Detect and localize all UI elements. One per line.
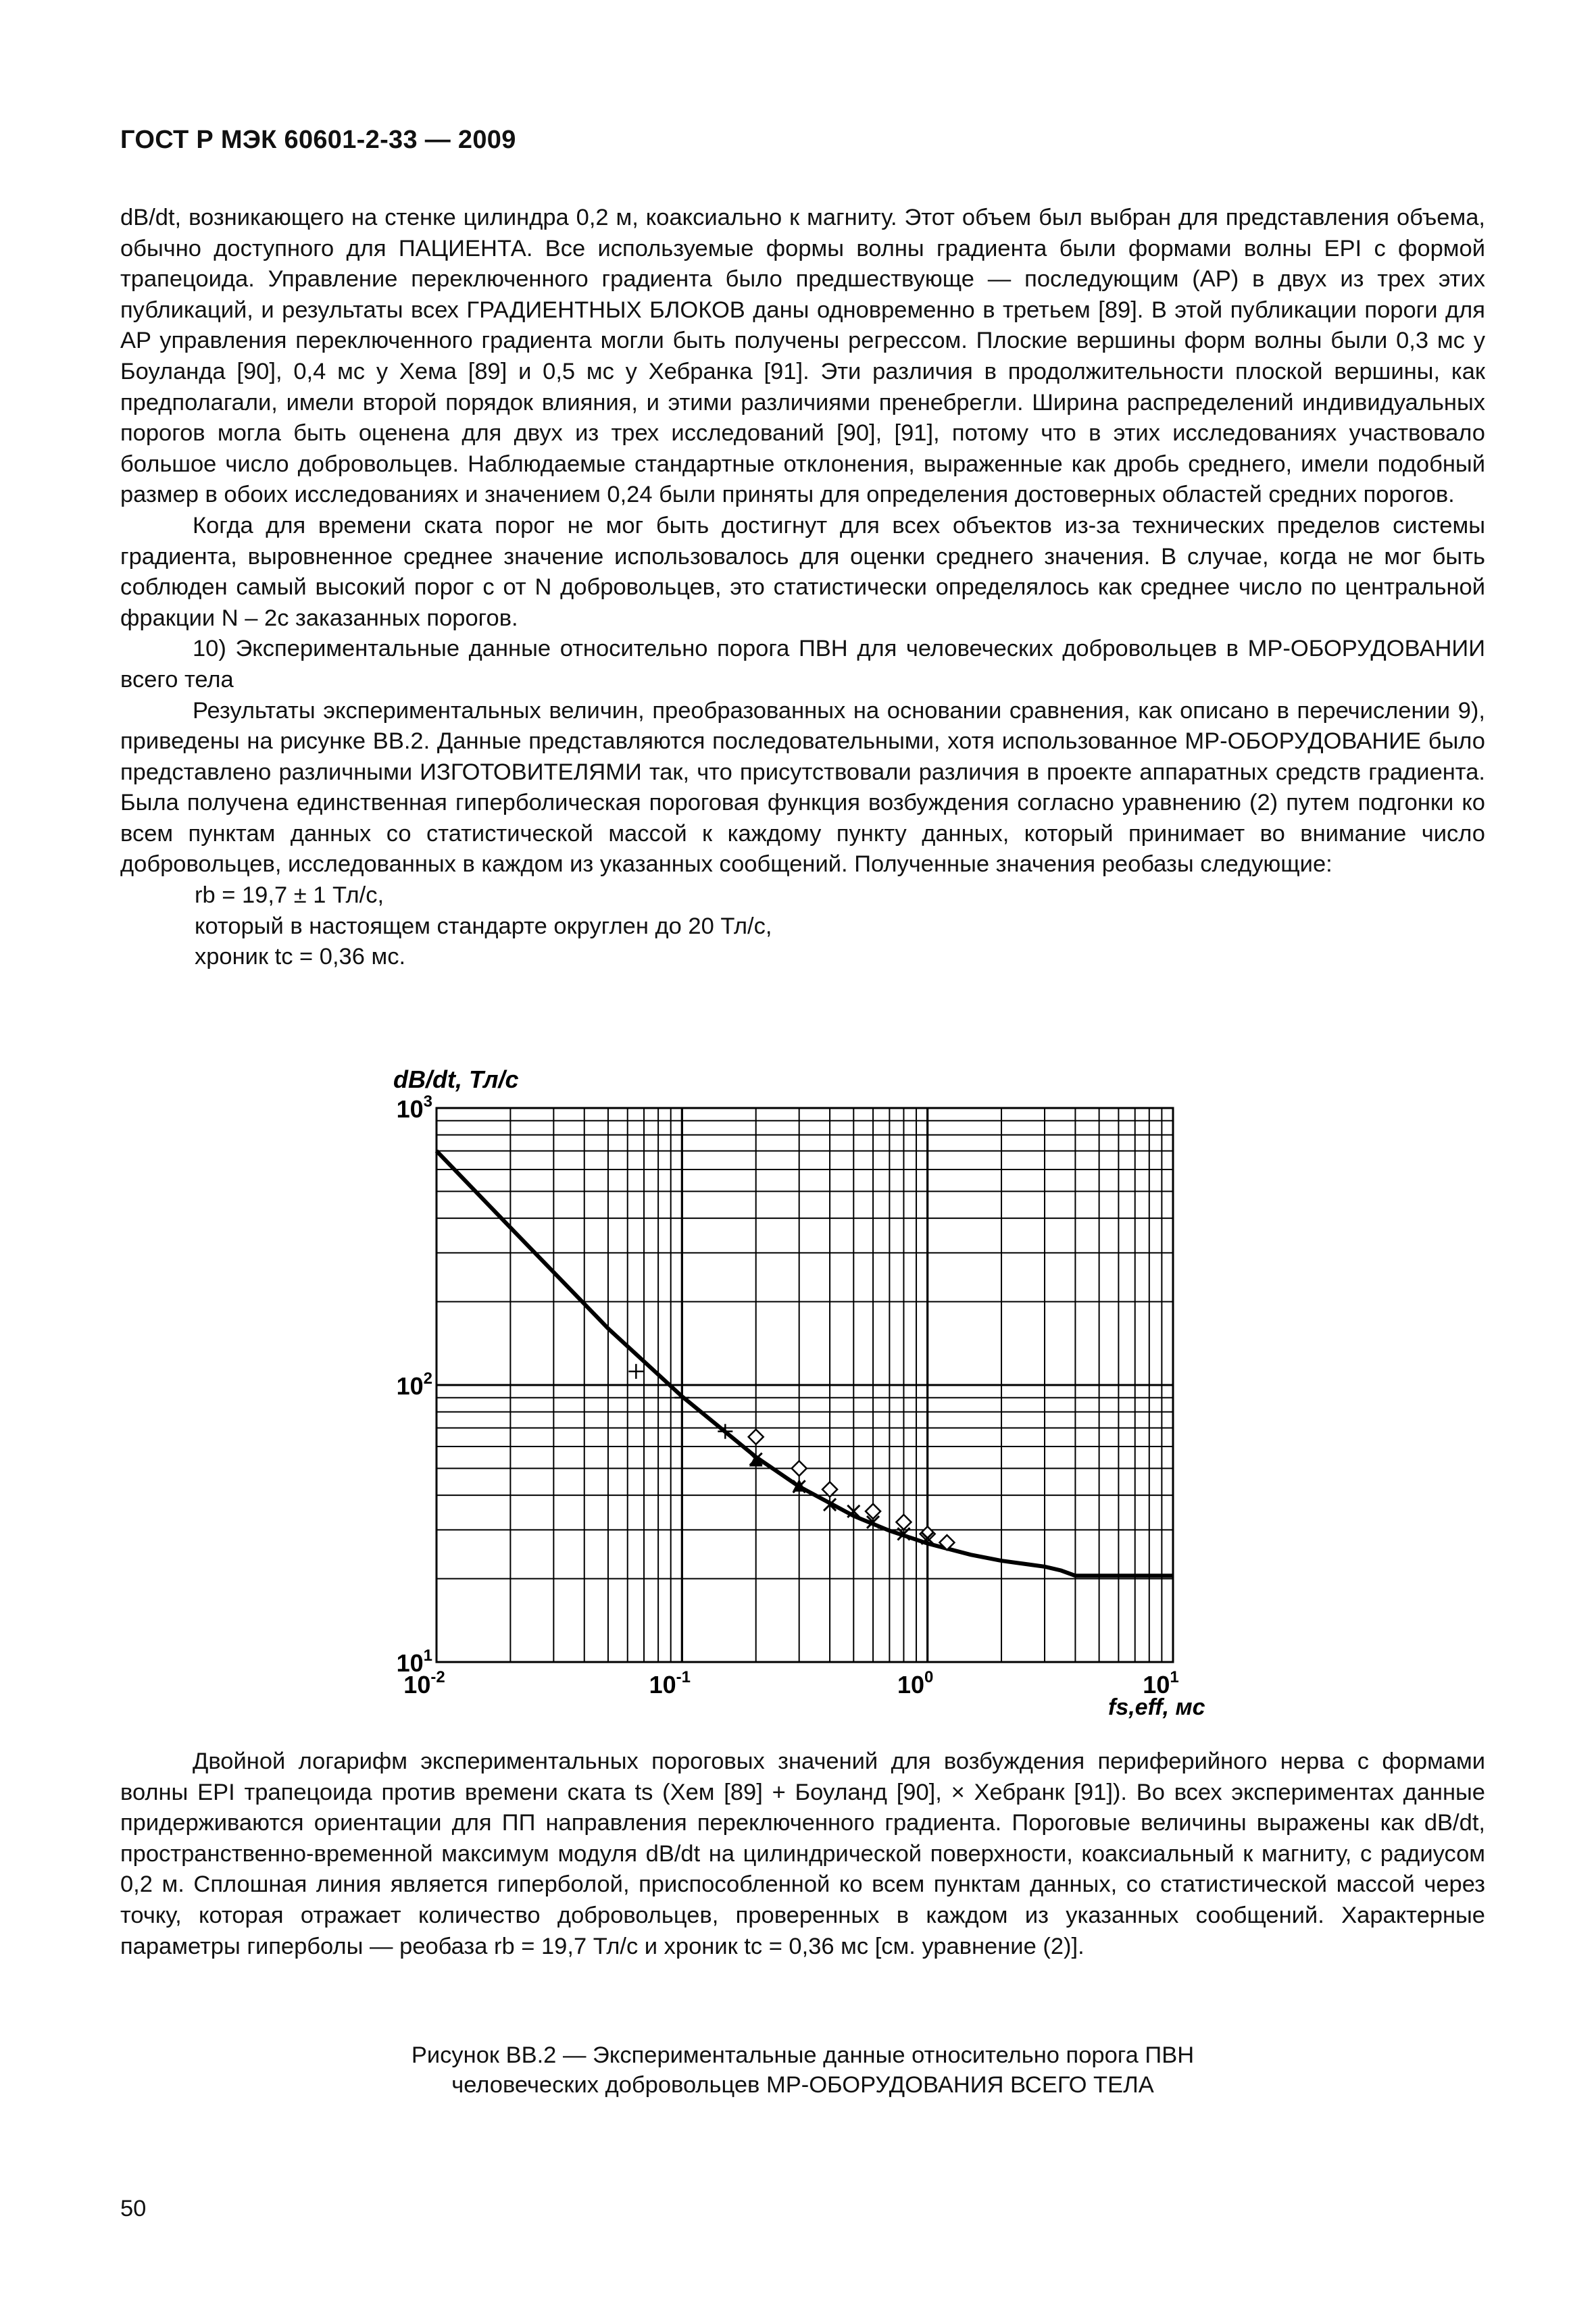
- y-tick-label: $10^1$: [396, 1646, 432, 1677]
- paragraph-1: dB/dt, возникающего на стенке цилиндра 0,2 м, коаксиально к магниту. Этот объем был выбран для представления объема, обычно доступного для ПАЦИЕНТА. Все используемые формы волны градиента были формами волны EPI с формой трапецоида. Управление переключенного градиента было предшествующе — последующим (AP) в двух из трех этих публикаций, и результаты всех ГРАДИЕНТНЫХ БЛОКОВ даны одновременно в третьем [89]. В этой публикации пороги для AP управления переключенного градиента могли быть получены регрессом. Плоские вершины форм волны были 0,3 мс у Боуланда [90], 0,4 мс у Хема [89] и 0,5 мс у Хебранка [91]. Эти различия в продолжительности плоской вершины, как предполагали, имели второй порядок влияния, и этими различиями пренебрегли. Ширина распределений индивидуальных порогов могла быть оценена для двух из трех исследований [90], [91], потому что в этих исследованиях участвовало большое число добровольцев. Наблюдаемые стандартные отклонения, выраженные как дробь среднего, имели подобный размер в обоих исследованиях и значением 0,24 были приняты для определения достоверных областей средних порогов.: [120, 205, 1485, 508]
- data-point-diamond: [792, 1461, 807, 1476]
- threshold-chart: [378, 1054, 1297, 1736]
- paragraph-4: Результаты экспериментальных величин, преобразованных на основании сравнения, как описано в перечислении 9), приведены на рисунке ВВ.2. Данные представляются последовательными, хотя использованное МР-ОБОРУДОВАНИЕ было представлено различными ИЗГОТОВИТЕЛЯМИ так, что присутствовали различия в проекте аппаратных средств градиента. Была получена единственная гиперболическая пороговая функция возбуждения согласно уравнению (2) путем подгонки ко всем пунктам данных со статистической массой к каждому пункту данных, который принимает во внимание число добровольцев, исследованных в каждом из указанных сообщений. Полученные значения реобазы следующие:: [120, 697, 1485, 878]
- rounded-line: который в настоящем стандарте округлен до 20 Тл/с,: [195, 913, 772, 939]
- paragraph-3: 10) Экспериментальные данные относительно порога ПВН для человеческих добровольцев в МР-ОБОРУДОВАНИИ всего тела: [120, 636, 1485, 693]
- rheobase-line: rb = 19,7 ± 1 Тл/с,: [195, 882, 384, 909]
- paragraph-2: Когда для времени ската порог не мог быть достигнут для всех объектов из-за технических пределов системы градиента, выровненное среднее значение использовалось для оценки среднего значения. В случае, когда не мог быть соблюден самый высокий порог c от N добровольцев, это статистически определялось как среднее число по центральной фракции N – 2c заказанных порогов.: [120, 512, 1485, 631]
- y-axis-label: dB/dt, Тл/с: [393, 1065, 519, 1093]
- x-axis-label: fs,eff, мс: [1108, 1694, 1205, 1720]
- body-text: [120, 203, 1485, 973]
- figure-title-line-2: человеческих добровольцев МР-ОБОРУДОВАНИЯ ВСЕГО ТЕЛА: [451, 2072, 1154, 2098]
- data-point-diamond: [749, 1430, 764, 1444]
- y-tick-label: $10^3$: [396, 1092, 432, 1123]
- figure-title-line-1: Рисунок ВВ.2 — Экспериментальные данные относительно порога ПВН: [411, 2042, 1195, 2068]
- page-number: 50: [120, 2196, 147, 2221]
- x-tick-label: $10^1$: [1143, 1668, 1179, 1699]
- tick-labels: [397, 1092, 1179, 1699]
- x-tick-label: $10^0$: [897, 1668, 934, 1699]
- hyperbola-curve: [437, 1151, 1173, 1576]
- document-header: ГОСТ Р МЭК 60601-2-33 — 2009: [120, 126, 516, 154]
- chart-grid: [437, 1108, 1173, 1662]
- x-tick-label: $10^{-2}$: [403, 1668, 445, 1699]
- data-point-+: [628, 1364, 643, 1379]
- chronaxie-line: хроник tc = 0,36 мс.: [195, 944, 406, 970]
- x-tick-label: $10^{-1}$: [649, 1668, 691, 1699]
- figure-title: [120, 2040, 1485, 2100]
- data-point-diamond: [896, 1515, 911, 1530]
- y-tick-label: $10^2$: [396, 1369, 432, 1400]
- figure-caption-text: [120, 1746, 1485, 1962]
- caption-paragraph: Двойной логарифм экспериментальных пороговых значений для возбуждения периферийного нерва с формами волны EPI трапецоида против времени ската ts (Хем [89] + Боуланд [90], × Хебранк [91]). Во всех экспериментах данные придерживаются ориентации для ПП направления переключенного градиента. Пороговые величины выражены как dB/dt, пространственно-временной максимум модуля dB/dt на цилиндрической поверхности, коаксиальный к магниту, с радиусом 0,2 м. Сплошная линия является гиперболой, приспособленной ко всем пунктам данных, со статистической массой через точку, которая отражает количество добровольцев, проверенных в каждом из указанных сообщений. Характерные параметры гиперболы — реобаза rb = 19,7 Тл/с и хроник tc = 0,36 мс [см. уравнение (2)].: [120, 1749, 1485, 1959]
